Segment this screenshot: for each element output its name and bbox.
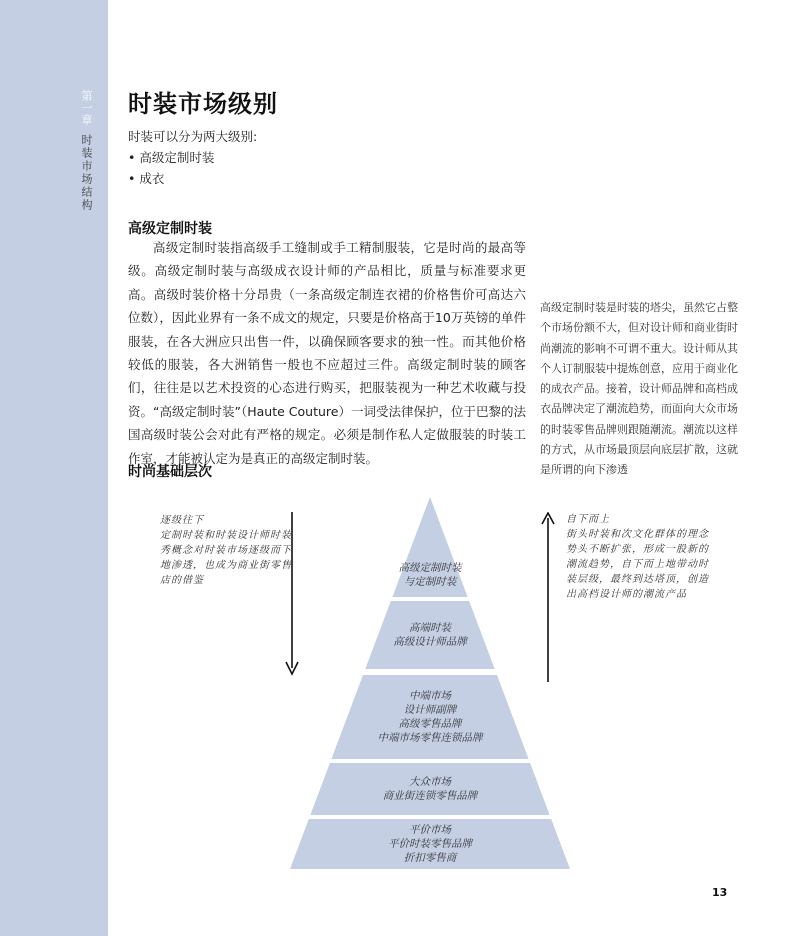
page-number: 13: [712, 886, 728, 899]
section-heading-fashion-levels: 时尚基础层次: [128, 464, 212, 480]
top-down-note-text: 逐级往下 定制时装和时装设计师时装秀概念对时装市场逐级而下地渗透，也成为商业街零售店的借鉴: [160, 515, 292, 586]
pyramid-shape: [290, 497, 570, 869]
pyramid-tier-line: 商业街连锁零售品牌: [382, 790, 478, 802]
list-item: • 高级定制时装: [128, 147, 257, 168]
pyramid-tier-line: 折扣零售商: [403, 852, 457, 864]
market-level-list: [128, 147, 257, 189]
pyramid-tier-line: 大众市场: [409, 776, 451, 788]
pyramid-tier-line: 高级定制时装: [398, 562, 462, 574]
top-down-note: [160, 513, 300, 588]
pyramid-tier-line: 高级零售品牌: [398, 718, 462, 730]
pyramid-tier-line: 设计师副牌: [403, 704, 457, 716]
couture-body-text: 高级定制时装指高级手工缝制或手工精制服装，它是时尚的最高等级。高级定制时装与高级成衣设计师的产品相比，质量与标准要求更高。高级时装价格十分昂贵（一条高级定制连衣裙的价格售价可高达六位数），因此业界有一条不成文的规定，只要是价格高于10万英镑的单件服装，在各大洲应只出售一件，以确保顾客要求的独一性。而其他价格较低的服装，各大洲销售一般也不应超过三件。高级定制时装的顾客们，往往是以艺术投资的心态进行购买，把服装视为一种艺术收藏与投资。“高级定制时装”（Haute Couture）一词受法律保护，位于巴黎的法国高级时装公会对此有严格的规定。必须是制作私人定做服装的时装工作室，才能被认定为是真正的高级定制时装。: [128, 240, 526, 466]
pyramid-tier-line: 高端时装: [409, 622, 451, 634]
sidenote: 高级定制时装是时装的塔尖，虽然它占整个市场份额不大，但对设计师和商业街时尚潮流的影响不可谓不重大。设计师从其个人订制服装中提炼创意，应用于商业化的成衣产品。接着，设计师品牌和高档成衣品牌决定了潮流趋势，而面向大众市场的时装零售品牌则跟随潮流。潮流以这样的方式，从市场最顶层向底层扩散，这就是所谓的向下渗透: [540, 301, 738, 477]
pyramid-tier-line: 高级设计师品牌: [393, 636, 467, 648]
bottom-up-note-text: 自下而上 街头时装和次文化群体的理念势头不断扩张，形成一股新的潮流趋势，自下而上地带动时装层级，最终到达塔顶，创造出高档设计师的潮流产品: [566, 514, 709, 600]
pyramid-tier-line: 平价市场: [409, 824, 451, 836]
bottom-up-note: [566, 512, 714, 602]
pyramid-tier-label: [290, 561, 570, 589]
pyramid-tier-label: [290, 689, 570, 745]
pyramid-tier-line: 中端市场: [409, 690, 451, 702]
pyramid-tier-label: [290, 775, 570, 803]
pyramid-tier-line: 与定制时装: [403, 576, 457, 588]
section-heading-couture: 高级定制时装: [128, 221, 212, 237]
list-item: • 成衣: [128, 168, 257, 189]
pyramid-tier-line: 平价时装零售品牌: [388, 838, 472, 850]
page-title: 时装市场级别: [128, 90, 278, 118]
chapter-title: 时装市场结构: [80, 134, 93, 212]
fashion-pyramid: [290, 497, 570, 869]
chapter-number: 第一章: [80, 90, 93, 126]
pyramid-tier-label: [290, 823, 570, 865]
intro-block: [128, 126, 257, 189]
intro-text: 时装可以分为两大级别:: [128, 129, 258, 144]
pyramid-tier-label: [290, 621, 570, 649]
pyramid-tier-line: 中端市场零售连锁品牌: [377, 732, 483, 744]
